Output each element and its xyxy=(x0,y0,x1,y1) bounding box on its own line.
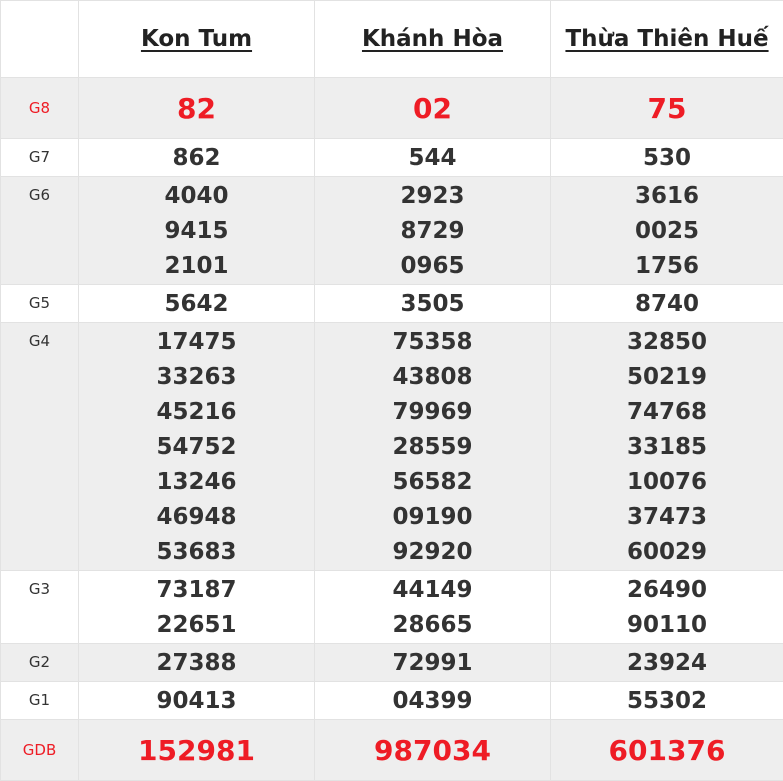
prize-number: 152981 xyxy=(79,733,314,768)
prize-cell xyxy=(79,285,315,323)
prize-row xyxy=(1,644,783,682)
province-header[interactable] xyxy=(79,1,315,78)
prize-cell xyxy=(315,720,551,781)
prize-number: 26490 xyxy=(551,573,783,608)
prize-number: 04399 xyxy=(315,684,550,719)
prize-number: 79969 xyxy=(315,395,550,430)
prize-cell xyxy=(79,177,315,285)
prize-number: 53683 xyxy=(79,535,314,570)
prize-cell xyxy=(551,285,783,323)
header-row xyxy=(1,1,783,78)
prize-number: 90110 xyxy=(551,608,783,643)
prize-number: 74768 xyxy=(551,395,783,430)
prize-number: 50219 xyxy=(551,360,783,395)
prize-number: 3505 xyxy=(315,287,550,322)
prize-cell xyxy=(315,682,551,720)
prize-number: 90413 xyxy=(79,684,314,719)
prize-cell xyxy=(551,571,783,644)
prize-number: 56582 xyxy=(315,465,550,500)
prize-number: 530 xyxy=(551,141,783,176)
prize-number: 13246 xyxy=(79,465,314,500)
prize-number: 2101 xyxy=(79,249,314,284)
prize-number: 0025 xyxy=(551,214,783,249)
prize-number: 22651 xyxy=(79,608,314,643)
prize-number: 43808 xyxy=(315,360,550,395)
province-link[interactable]: Thừa Thiên Huế xyxy=(565,26,768,52)
prize-cell xyxy=(79,78,315,139)
prize-row xyxy=(1,323,783,571)
prize-cell xyxy=(551,177,783,285)
prize-cell xyxy=(315,177,551,285)
prize-cell xyxy=(551,323,783,571)
prize-number: 75 xyxy=(551,91,783,126)
prize-cell xyxy=(79,323,315,571)
prize-number: 73187 xyxy=(79,573,314,608)
prize-number: 02 xyxy=(315,91,550,126)
prize-number: 10076 xyxy=(551,465,783,500)
prize-cell xyxy=(79,682,315,720)
prize-row xyxy=(1,177,783,285)
prize-label: G3 xyxy=(1,571,79,644)
prize-cell xyxy=(551,78,783,139)
prize-label: G8 xyxy=(1,78,79,139)
prize-number: 28665 xyxy=(315,608,550,643)
prize-label: G2 xyxy=(1,644,79,682)
prize-number: 60029 xyxy=(551,535,783,570)
prize-cell xyxy=(315,139,551,177)
prize-number: 5642 xyxy=(79,287,314,322)
prize-label: G4 xyxy=(1,323,79,571)
prize-cell xyxy=(79,571,315,644)
prize-cell xyxy=(315,571,551,644)
prize-rows xyxy=(1,78,783,781)
prize-label: G5 xyxy=(1,285,79,323)
prize-number: 75358 xyxy=(315,325,550,360)
prize-number: 862 xyxy=(79,141,314,176)
prize-cell xyxy=(315,78,551,139)
prize-cell xyxy=(551,139,783,177)
prize-number: 55302 xyxy=(551,684,783,719)
prize-row xyxy=(1,139,783,177)
prize-number: 28559 xyxy=(315,430,550,465)
prize-label: G1 xyxy=(1,682,79,720)
prize-row xyxy=(1,571,783,644)
prize-number: 3616 xyxy=(551,179,783,214)
prize-cell xyxy=(551,720,783,781)
prize-cell xyxy=(79,720,315,781)
province-header[interactable] xyxy=(315,1,551,78)
prize-cell xyxy=(315,644,551,682)
prize-number: 09190 xyxy=(315,500,550,535)
header-empty-cell xyxy=(1,1,79,78)
prize-number: 37473 xyxy=(551,500,783,535)
prize-cell xyxy=(79,139,315,177)
prize-number: 23924 xyxy=(551,646,783,681)
prize-number: 54752 xyxy=(79,430,314,465)
prize-row xyxy=(1,720,783,781)
prize-number: 92920 xyxy=(315,535,550,570)
province-link[interactable]: Kon Tum xyxy=(141,26,252,52)
prize-cell xyxy=(551,644,783,682)
prize-cell xyxy=(315,323,551,571)
prize-label: GDB xyxy=(1,720,79,781)
prize-number: 601376 xyxy=(551,733,783,768)
prize-number: 44149 xyxy=(315,573,550,608)
prize-number: 8729 xyxy=(315,214,550,249)
prize-number: 82 xyxy=(79,91,314,126)
prize-cell xyxy=(315,285,551,323)
prize-cell xyxy=(551,682,783,720)
prize-number: 33185 xyxy=(551,430,783,465)
prize-row xyxy=(1,682,783,720)
prize-number: 544 xyxy=(315,141,550,176)
prize-number: 45216 xyxy=(79,395,314,430)
prize-row xyxy=(1,78,783,139)
prize-number: 27388 xyxy=(79,646,314,681)
prize-number: 0965 xyxy=(315,249,550,284)
prize-number: 46948 xyxy=(79,500,314,535)
prize-number: 987034 xyxy=(315,733,550,768)
prize-number: 1756 xyxy=(551,249,783,284)
prize-number: 2923 xyxy=(315,179,550,214)
prize-number: 8740 xyxy=(551,287,783,322)
prize-row xyxy=(1,285,783,323)
prize-number: 17475 xyxy=(79,325,314,360)
prize-number: 4040 xyxy=(79,179,314,214)
prize-number: 72991 xyxy=(315,646,550,681)
prize-cell xyxy=(79,644,315,682)
province-header[interactable] xyxy=(551,1,783,78)
prize-number: 33263 xyxy=(79,360,314,395)
province-link[interactable]: Khánh Hòa xyxy=(362,26,503,52)
prize-number: 32850 xyxy=(551,325,783,360)
prize-label: G7 xyxy=(1,139,79,177)
prize-number: 9415 xyxy=(79,214,314,249)
prize-label: G6 xyxy=(1,177,79,285)
